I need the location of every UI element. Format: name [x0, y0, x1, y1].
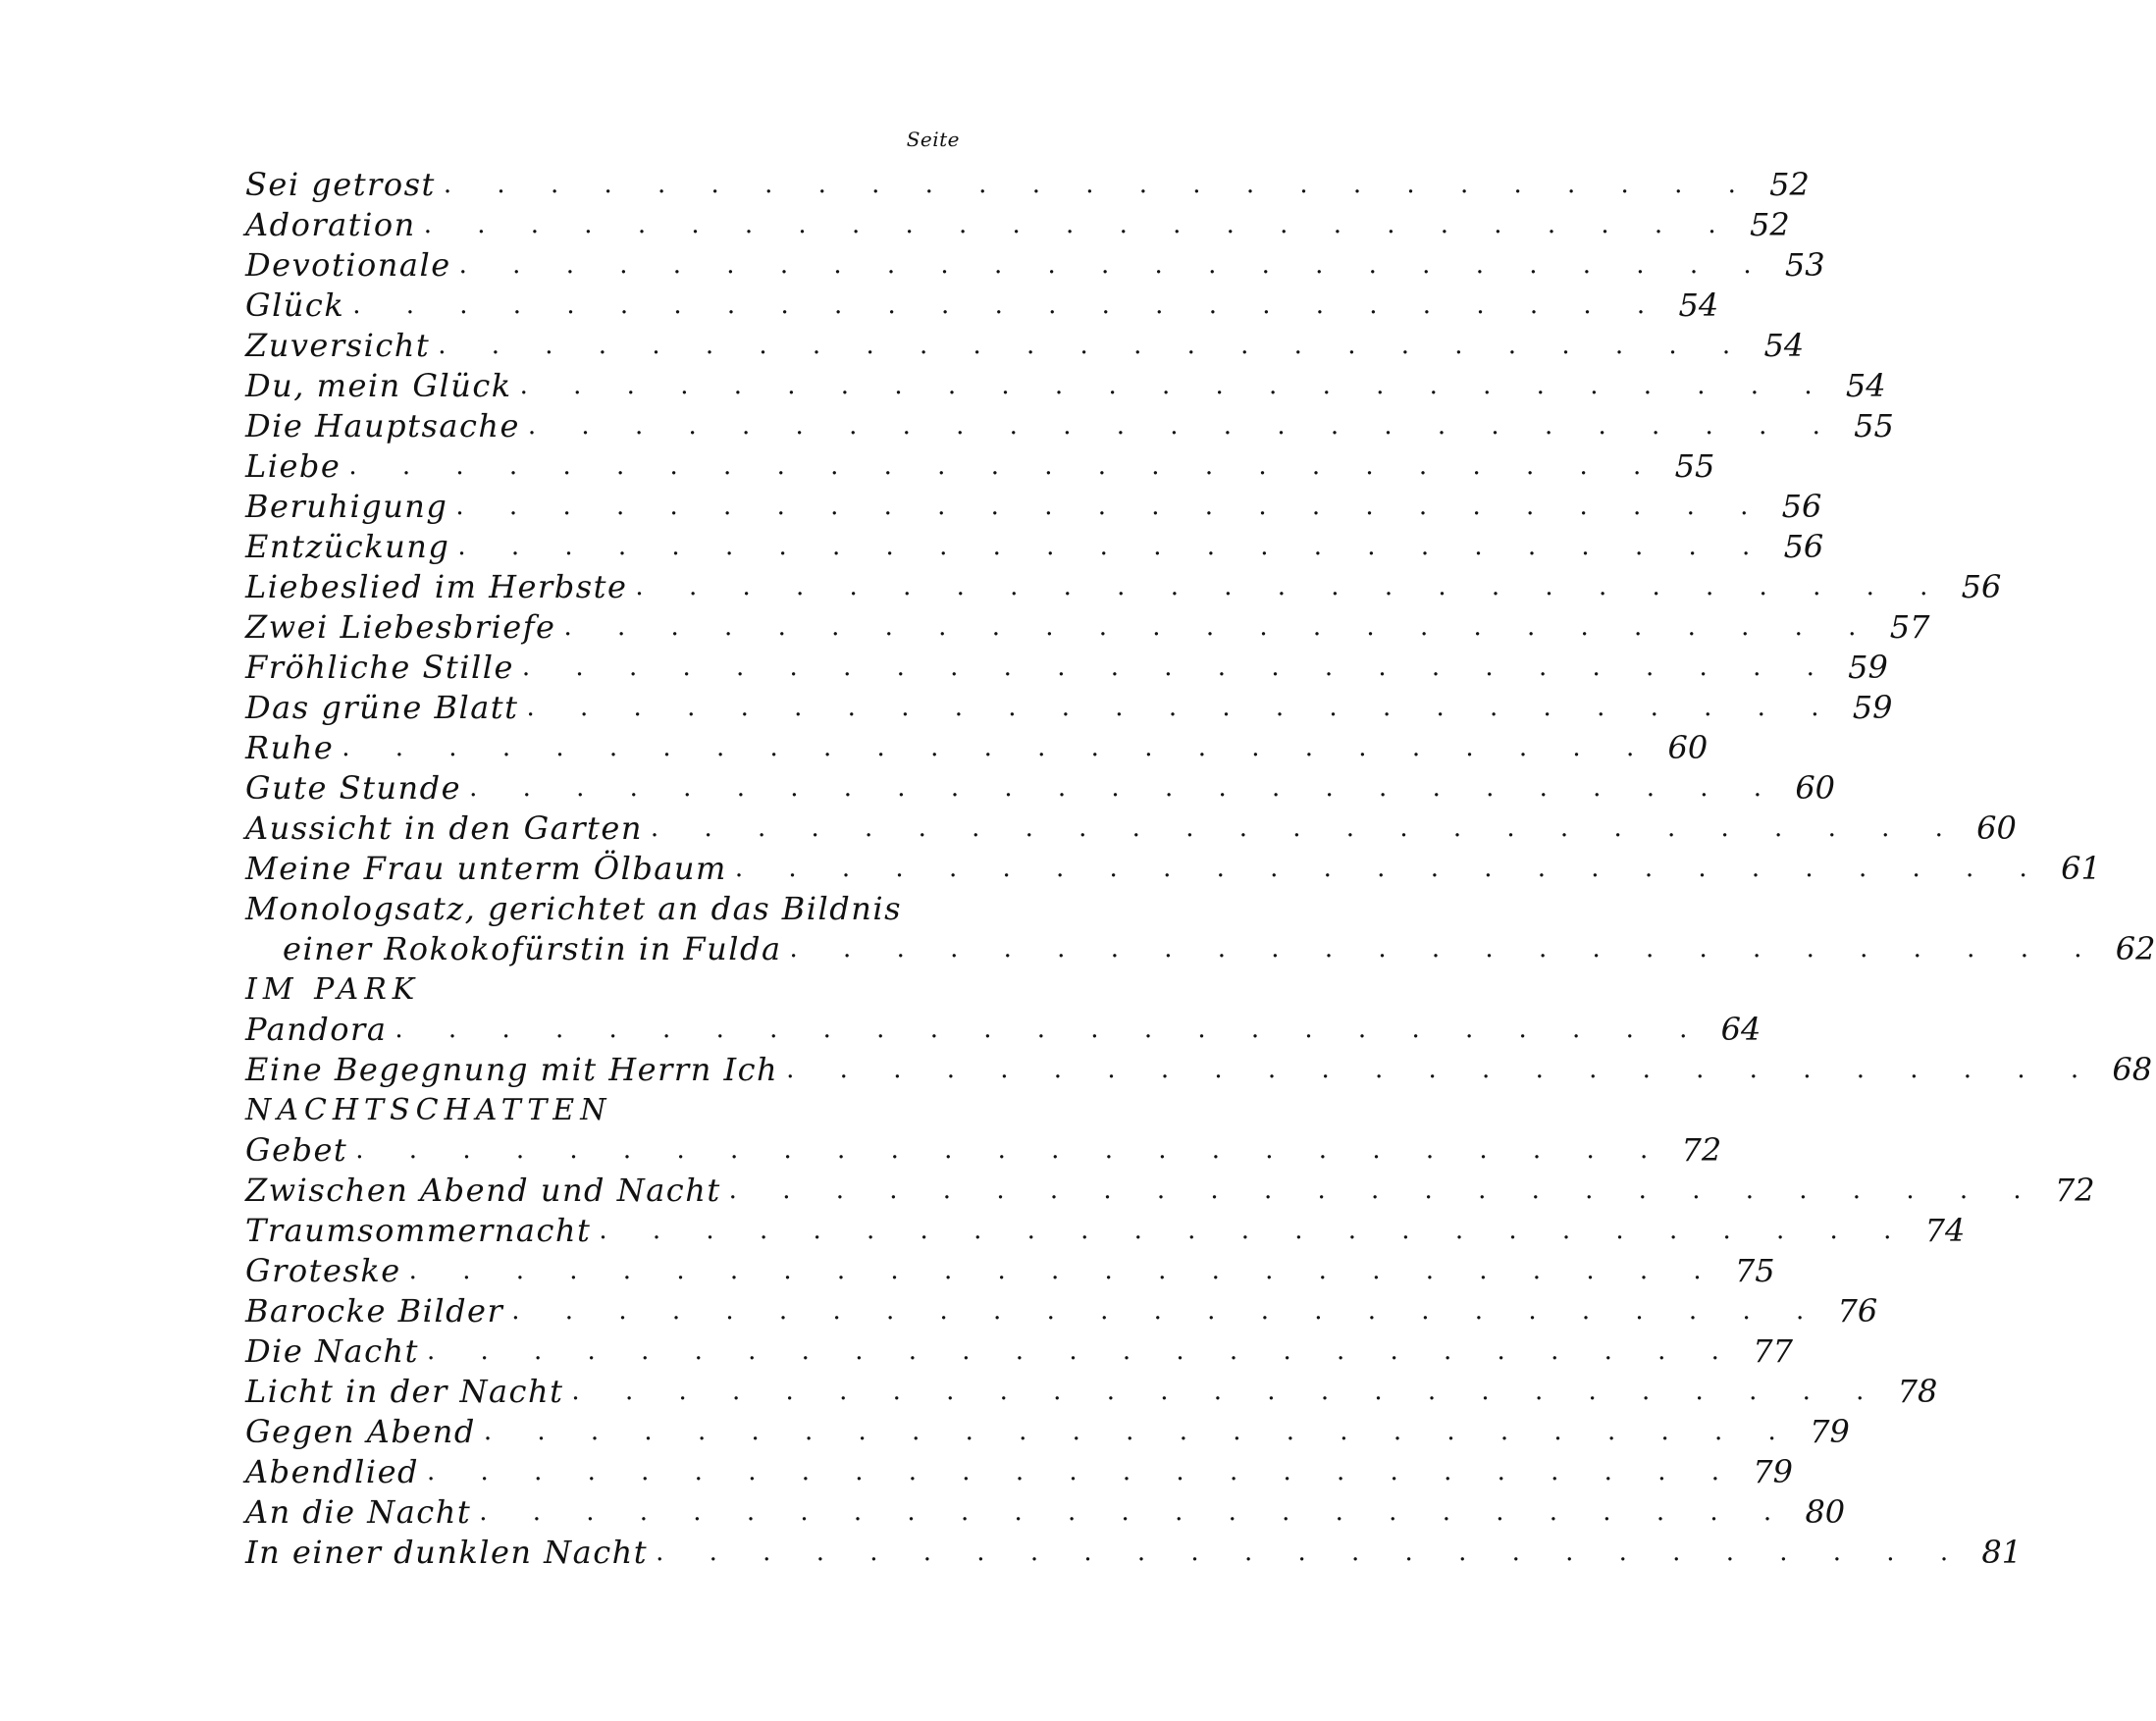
toc-entry: [245, 446, 1715, 487]
toc-entry: [245, 607, 1930, 648]
toc-entry-page: 61: [2061, 850, 2101, 887]
dot-leader: . . . . . . . . . . . . . . . . . . . . . . . . .: [734, 854, 2046, 883]
toc-entry: [245, 1010, 1762, 1050]
toc-entry: [245, 326, 1805, 366]
toc-entry-page: 55: [1854, 407, 1894, 444]
toc-entry-title: Monologsatz, gerichtet an das Bildnis: [245, 890, 903, 927]
toc-entry-page: 52: [1769, 166, 1810, 203]
toc-entry-page: 76: [1837, 1292, 1878, 1330]
toc-entry: [245, 1251, 1775, 1291]
toc-entry: [245, 1452, 1793, 1492]
table-of-contents: [245, 165, 2156, 1573]
toc-entry: [245, 808, 2017, 849]
toc-entry: [245, 1492, 1846, 1533]
toc-entry: [245, 245, 1825, 286]
dot-leader: . . . . . . . . . . . . . . . . . . . . . . . . .: [426, 1336, 1738, 1366]
toc-entry: [245, 205, 1790, 245]
dot-leader: . . . . . . . . . . . . . . . . . . . . . . . . .: [458, 250, 1770, 280]
dot-leader: . . . . . . . . . . . . . . . . . . . . . . . . .: [789, 934, 2101, 964]
toc-entry-title: Entzückung: [245, 527, 457, 567]
toc-entry-page: 74: [1924, 1212, 1966, 1249]
section-heading: [245, 1090, 970, 1130]
toc-entry: [245, 487, 1822, 527]
toc-entry: [245, 366, 1886, 406]
toc-entry: [245, 1130, 1722, 1171]
toc-entry-title: In einer dunklen Nacht: [245, 1533, 656, 1573]
dot-leader: . . . . . . . . . . . . . . . . . . . . . . . . .: [342, 733, 1654, 762]
toc-entry: [245, 648, 1888, 688]
dot-leader: . . . . . . . . . . . . . . . . . . . . . . . . .: [355, 1135, 1667, 1165]
toc-entry-title: Gute Stunde: [245, 768, 469, 808]
toc-entry-page: 54: [1763, 327, 1805, 364]
toc-entry: [245, 849, 2101, 889]
toc-entry-title: Du, mein Glück: [245, 366, 520, 406]
toc-entry-page: 75: [1734, 1252, 1775, 1289]
toc-entry-page: 72: [2054, 1172, 2095, 1209]
page-column-header: Seite: [906, 128, 960, 151]
toc-entry-title: Die Nacht: [245, 1331, 427, 1372]
toc-entry-title: Devotionale: [245, 245, 459, 286]
dot-leader: . . . . . . . . . . . . . . . . . . . . . . . . .: [786, 1055, 2098, 1084]
toc-entry-page: 53: [1784, 246, 1825, 284]
toc-entry: [245, 1331, 1793, 1372]
toc-entry-page: 54: [1845, 367, 1886, 404]
toc-entry-title: Aussicht in den Garten: [245, 808, 651, 849]
toc-entry-page: 68: [2112, 1051, 2153, 1088]
toc-entry-title: Eine Begegnung mit Herrn Ich: [245, 1050, 786, 1090]
toc-entry: [245, 1171, 2095, 1211]
dot-leader: . . . . . . . . . . . . . . . . . . . . . . . . .: [348, 451, 1660, 481]
toc-entry-page: 56: [1781, 488, 1822, 525]
dot-leader: . . . . . . . . . . . . . . . . . . . . . . . . .: [599, 1216, 1911, 1245]
toc-entry-page: 62: [2115, 930, 2156, 967]
toc-entry: [245, 165, 1810, 205]
toc-entry-title: Pandora: [245, 1010, 394, 1050]
toc-entry-page: 60: [1795, 769, 1836, 807]
toc-entry-title: einer Rokokofürstin in Fulda: [245, 929, 790, 969]
toc-entry-page: 57: [1889, 608, 1930, 646]
dot-leader: . . . . . . . . . . . . . . . . . . . . . . . . .: [650, 813, 1962, 843]
toc-entry-page: 79: [1753, 1453, 1793, 1490]
toc-entry-page: 72: [1681, 1131, 1722, 1169]
toc-entry: [245, 527, 1824, 567]
toc-entry-title: Gegen Abend: [245, 1412, 484, 1452]
toc-entry-title: Liebe: [245, 446, 348, 487]
dot-leader: . . . . . . . . . . . . . . . . . . . . . . . . .: [656, 1538, 1968, 1567]
toc-entry-page: 77: [1753, 1332, 1793, 1370]
toc-entry: [245, 1291, 1878, 1331]
dot-leader: . . . . . . . . . . . . . . . . . . . . . . . . .: [728, 1175, 2040, 1205]
toc-entry: [245, 1372, 1938, 1412]
toc-entry-page: 81: [1981, 1534, 2023, 1571]
toc-entry-title: An die Nacht: [245, 1492, 479, 1533]
toc-entry-title: Ruhe: [245, 728, 342, 768]
toc-entry-page: 78: [1897, 1373, 1938, 1410]
toc-entry: [245, 286, 1719, 326]
toc-entry: [245, 688, 1893, 728]
toc-entry-title: Licht in der Nacht: [245, 1372, 571, 1412]
dot-leader: . . . . . . . . . . . . . . . . . . . . . . . . .: [521, 652, 1833, 682]
dot-leader: . . . . . . . . . . . . . . . . . . . . . . . . .: [479, 1497, 1791, 1527]
toc-entry-title: Adoration: [245, 205, 424, 245]
toc-entry-page: 59: [1848, 649, 1888, 686]
toc-entry-title: Die Hauptsache: [245, 406, 528, 446]
toc-entry-title: Fröhliche Stille: [245, 648, 522, 688]
toc-entry-title: Glück: [245, 286, 352, 326]
toc-entry-title: Gebet: [245, 1130, 355, 1171]
toc-entry-title: Zwischen Abend und Nacht: [245, 1171, 729, 1211]
toc-entry-title: Groteske: [245, 1251, 409, 1291]
dot-leader: . . . . . . . . . . . . . . . . . . . . . . . . .: [394, 1015, 1707, 1044]
dot-leader: . . . . . . . . . . . . . . . . . . . . . . . . .: [483, 1417, 1795, 1446]
dot-leader: . . . . . . . . . . . . . . . . . . . . . . . . .: [427, 1457, 1738, 1486]
toc-entry-page: 52: [1749, 206, 1790, 243]
toc-entry: [245, 1050, 2153, 1090]
dot-leader: . . . . . . . . . . . . . . . . . . . . . . . . .: [352, 290, 1664, 320]
section-heading: [245, 969, 970, 1010]
toc-entry: [245, 1412, 1850, 1452]
toc-entry: [245, 728, 1709, 768]
toc-entry-page: 79: [1810, 1413, 1850, 1450]
toc-entry-page: 59: [1852, 689, 1893, 726]
dot-leader: . . . . . . . . . . . . . . . . . . . . . . . . .: [526, 693, 1838, 722]
toc-entry-title: Sei getrost: [245, 165, 444, 205]
dot-leader: . . . . . . . . . . . . . . . . . . . . . . . . .: [408, 1256, 1720, 1285]
dot-leader: . . . . . . . . . . . . . . . . . . . . . . . . .: [527, 411, 1839, 441]
toc-entry-title: Zuversicht: [245, 326, 438, 366]
toc-entry-page: 54: [1678, 287, 1719, 324]
toc-entry-title: Liebeslied im Herbste: [245, 567, 635, 607]
toc-entry-title: Zwei Liebesbriefe: [245, 607, 563, 648]
toc-entry-page: 60: [1976, 809, 2017, 847]
dot-leader: . . . . . . . . . . . . . . . . . . . . . . . . .: [443, 170, 1755, 199]
toc-entry-page: 60: [1667, 729, 1709, 766]
dot-leader: . . . . . . . . . . . . . . . . . . . . . . . . .: [635, 572, 1947, 601]
toc-entry-page: 55: [1674, 447, 1715, 485]
toc-entry-page: 64: [1720, 1011, 1762, 1048]
dot-leader: . . . . . . . . . . . . . . . . . . . . . . . . .: [519, 371, 1831, 400]
toc-entry: [245, 1211, 1966, 1251]
dot-leader: . . . . . . . . . . . . . . . . . . . . . . . . .: [438, 331, 1750, 360]
toc-entry-title: Traumsommernacht: [245, 1211, 599, 1251]
toc-entry-title: Barocke Bilder: [245, 1291, 511, 1331]
section-heading-title: IM PARK: [245, 969, 420, 1010]
section-heading-title: NACHTSCHATTEN: [245, 1090, 611, 1130]
toc-entry: [245, 768, 1836, 808]
toc-entry: [245, 1533, 2023, 1573]
dot-leader: . . . . . . . . . . . . . . . . . . . . . . . . .: [423, 210, 1735, 239]
toc-entry: [245, 889, 970, 929]
dot-leader: . . . . . . . . . . . . . . . . . . . . . . . . .: [469, 773, 1781, 803]
toc-entry-page: 80: [1805, 1493, 1846, 1531]
toc-entry: [245, 567, 2002, 607]
dot-leader: . . . . . . . . . . . . . . . . . . . . . . . . .: [563, 612, 1875, 642]
toc-entry-title: Meine Frau unterm Ölbaum: [245, 849, 735, 889]
dot-leader: . . . . . . . . . . . . . . . . . . . . . . . . .: [511, 1296, 1823, 1326]
toc-entry-title: Abendlied: [245, 1452, 427, 1492]
toc-entry: [245, 406, 1894, 446]
toc-entry-page: 56: [1783, 528, 1824, 565]
toc-entry-page: 56: [1961, 568, 2002, 605]
dot-leader: . . . . . . . . . . . . . . . . . . . . . . . . .: [455, 492, 1767, 521]
toc-entry-continuation: [245, 929, 2156, 969]
dot-leader: . . . . . . . . . . . . . . . . . . . . . . . . .: [457, 532, 1769, 561]
toc-entry-title: Beruhigung: [245, 487, 455, 527]
dot-leader: . . . . . . . . . . . . . . . . . . . . . . . . .: [571, 1377, 1883, 1406]
toc-entry-title: Das grüne Blatt: [245, 688, 526, 728]
